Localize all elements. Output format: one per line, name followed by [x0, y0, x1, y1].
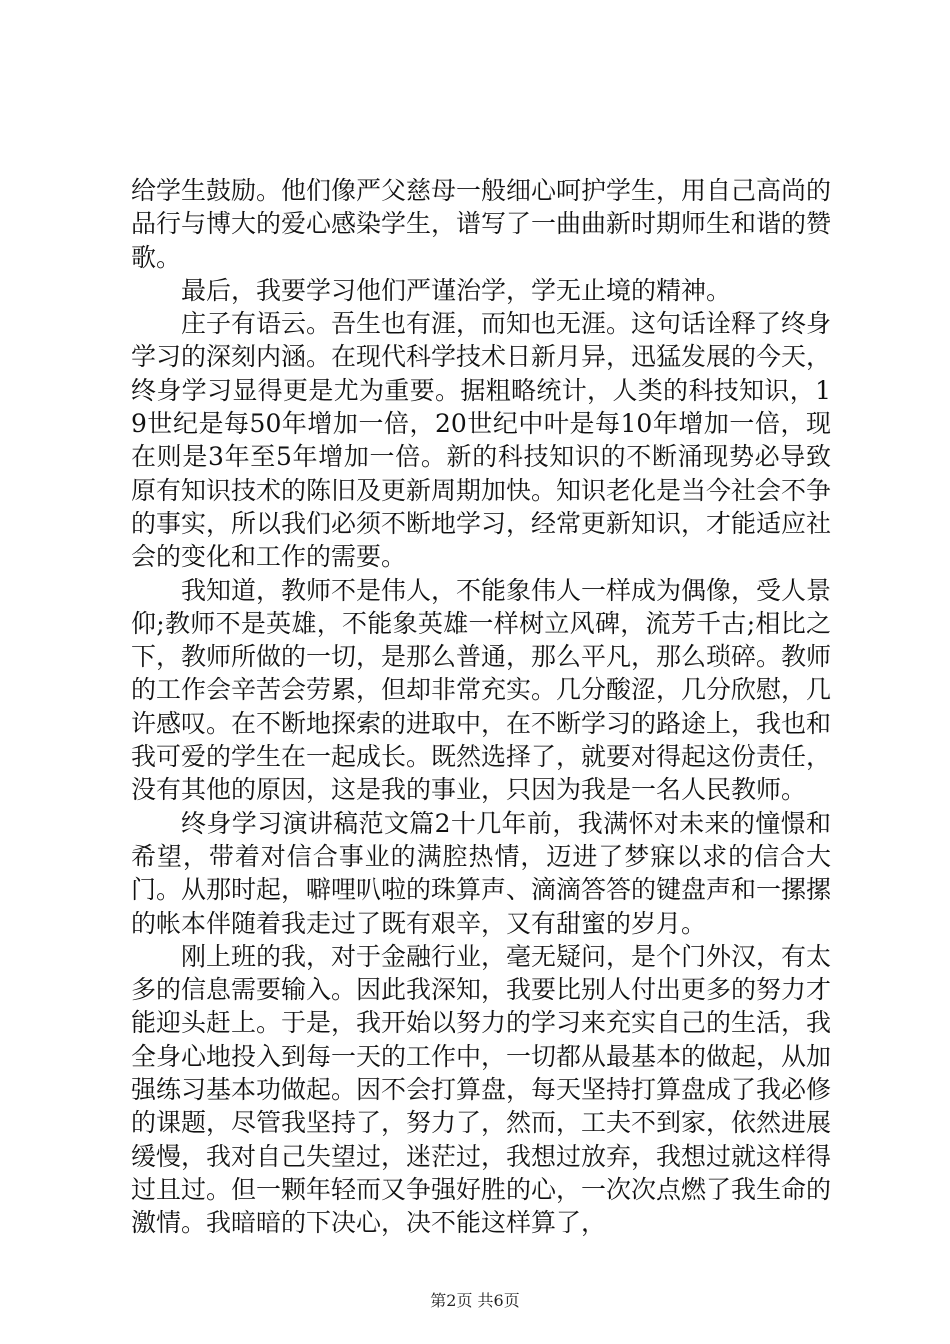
paragraph: 终身学习演讲稿范文篇2十几年前，我满怀对未来的憧憬和希望，带着对信合事业的满腔热情，迈进了梦寐以求的信合大门。从那时起，噼哩叭啦的珠算声、滴滴答答的键盘声和一摞摞的帐本伴随着我走过了既有艰辛，又有甜蜜的岁月。	[131, 808, 832, 938]
paragraph: 庄子有语云。吾生也有涯，而知也无涯。这句话诠释了终身学习的深刻内涵。在现代科学技术日新月异，迅猛发展的今天，终身学习显得更是尤为重要。据粗略统计，人类的科技知识，19世纪是每50年增加一倍，20世纪中叶是每10年增加一倍，现在则是3年至5年增加一倍。新的科技知识的不断涌现势必导致原有知识技术的陈旧及更新周期加快。知识老化是当今社会不争的事实，所以我们必须不断地学习，经常更新知识，才能适应社会的变化和工作的需要。	[131, 309, 832, 572]
paragraph: 刚上班的我，对于金融行业，毫无疑问，是个门外汉，有太多的信息需要输入。因此我深知，我要比别人付出更多的努力才能迎头赶上。于是，我开始以努力的学习来充实自己的生活，我全身心地投入到每一天的工作中，一切都从最基本的做起，从加强练习基本功做起。因不会打算盘，每天坚持打算盘成了我必修的课题，尽管我坚持了，努力了，然而，工夫不到家，依然进展缓慢，我对自己失望过，迷茫过，我想过放弃，我想过就这样得过且过。但一颗年轻而又争强好胜的心，一次次点燃了我生命的激情。我暗暗的下决心，决不能这样算了，	[131, 941, 832, 1238]
document-body	[131, 174, 831, 1240]
page-footer: 第2页 共6页	[430, 1291, 520, 1310]
paragraph: 最后，我要学习他们严谨治学，学无止境的精神。	[181, 275, 732, 305]
paragraph-continuation: 给学生鼓励。他们像严父慈母一般细心呵护学生，用自己高尚的品行与博大的爱心感染学生，谱写了一曲曲新时期师生和谐的赞歌。	[131, 176, 832, 272]
paragraph: 我知道，教师不是伟人，不能象伟人一样成为偶像，受人景仰;教师不是英雄，不能象英雄一样树立风碑，流芳千古;相比之下，教师所做的一切，是那么普通，那么平凡，那么琐碎。教师的工作会辛苦会劳累，但却非常充实。几分酸涩，几分欣慰，几许感叹。在不断地探索的进取中，在不断学习的路途上，我也和我可爱的学生在一起成长。既然选择了，就要对得起这份责任，没有其他的原因，这是我的事业，只因为我是一名人民教师。	[131, 575, 832, 805]
